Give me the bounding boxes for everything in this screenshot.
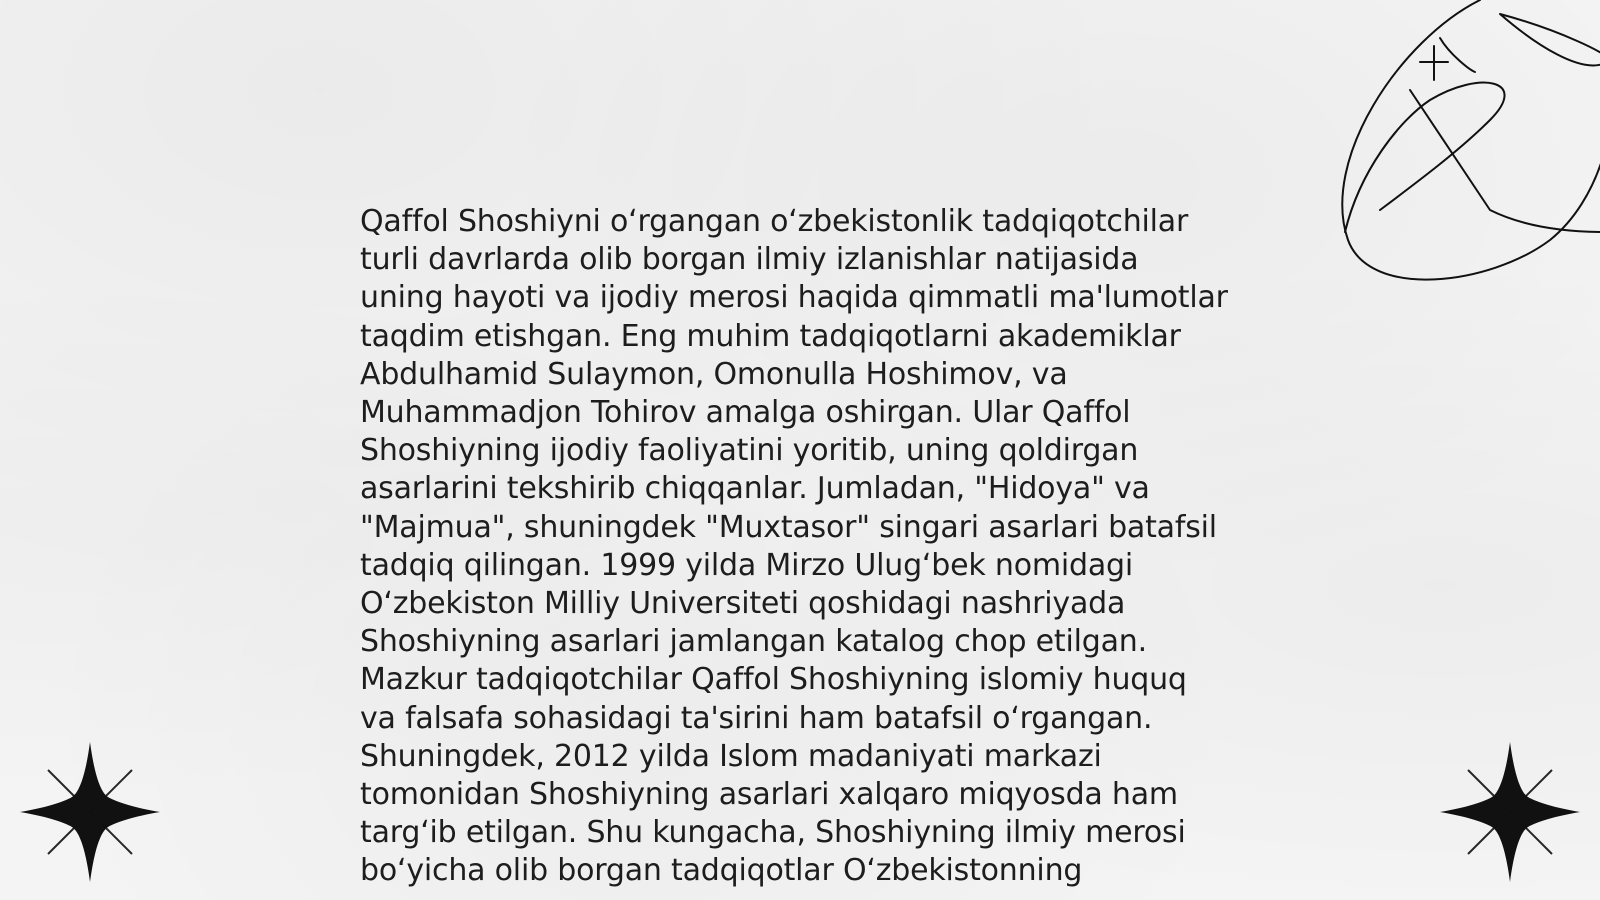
orbit-line-icon xyxy=(1340,0,1600,300)
four-point-star-icon xyxy=(20,742,160,882)
four-point-star-icon xyxy=(1440,742,1580,882)
body-text: Qaffol Shoshiyni o‘rgangan o‘zbekistonlik tadqiqotchilar turli davrlarda olib borgan ilmiy izlanishlar natijasida uning hayoti va ijodiy merosi haqida qimmatli ma'lumotlar taqdim etishgan. Eng muhim tadqiqotlarni akademiklar Abdulhamid Sulaymon, Omonulla Hoshimov, va Muhammadjon Tohirov amalga oshirgan. Ular Qaffol Shoshiyning ijodiy faoliyatini yoritib, uning qoldirgan asarlarini tekshirib chiqqanlar. Jumladan, "Hidoya" va "Majmua", shuningdek "Muxtasor" singari asarlari batafsil tadqiq qilingan. 1999 yilda Mirzo Ulug‘bek nomidagi O‘zbekiston Milliy Universiteti qoshidagi nashriyada Shoshiyning asarlari jamlangan katalog chop etilgan. Mazkur tadqiqotchilar Qaffol Shoshiyning islomiy huquq va falsafa sohasidagi ta'sirini ham batafsil o‘rgangan. Shuningdek, 2012 yilda Islom madaniyati markazi tomonidan Shoshiyning asarlari xalqaro miqyosda ham targ‘ib etilgan. Shu kungacha, Shoshiyning ilmiy merosi bo‘yicha olib borgan tadqiqotlar O‘zbekistonning xyxy=(360,204,1228,889)
